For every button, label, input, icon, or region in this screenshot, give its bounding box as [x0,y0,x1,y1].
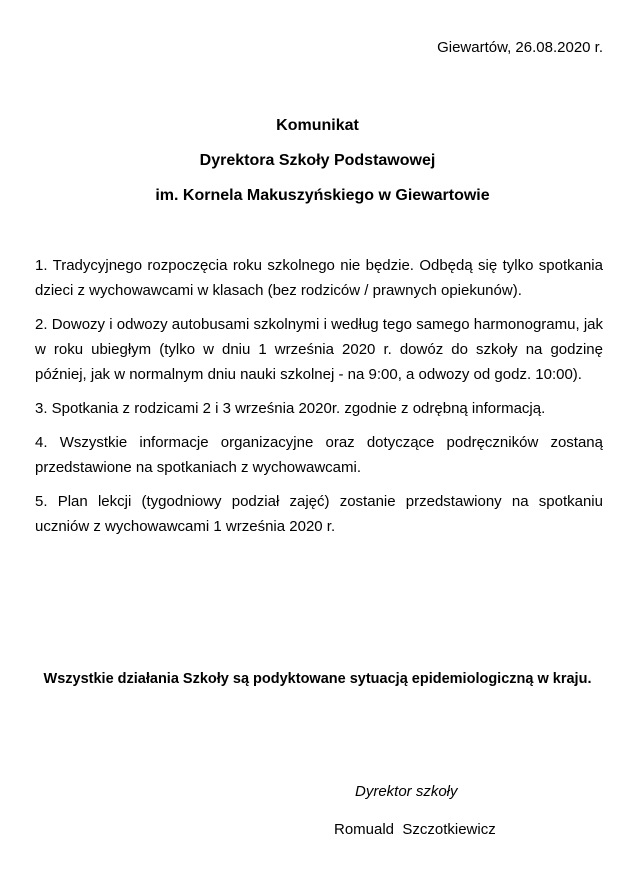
title-komunikat: Komunikat [276,117,359,134]
title-school-name: im. Kornela Makuszyńskiego w Giewartowie [155,187,490,204]
paragraph-2: 2. Dowozy i odwozy autobusami szkolnymi i według tego samego harmonogramu, jak w roku ubiegłym (tylko w dniu 1 września 2020 r. dowóz do szkoły na godzinę później, jak w normalnym dniu nauki szkolnej - na 9:00, a odwozy od godz. 10:00). [35,316,603,383]
paragraph-1: 1. Tradycyjnego rozpoczęcia roku szkolnego nie będzie. Odbędą się tylko spotkania dzieci z wychowawcami w klasach (bez rodziców / prawnych opiekunów). [35,257,603,299]
paragraph-3: 3. Spotkania z rodzicami 2 i 3 września 2020r. zgodnie z odrębną informacją. [35,400,546,417]
closing-statement: Wszystkie działania Szkoły są podyktowane sytuacją epidemiologiczną w kraju. [43,671,592,687]
paragraph-5: 5. Plan lekcji (tygodniowy podział zajęć) zostanie przedstawiony na spotkaniu uczniów z wychowawcami 1 września 2020 r. [35,493,603,535]
title-director: Dyrektora Szkoły Podstawowej [199,152,436,169]
announcement-body [35,253,603,548]
paragraph-4: 4. Wszystkie informacje organizacyjne oraz dotyczące podręczników zostaną przedstawione na spotkaniach z wychowawcami. [35,434,603,476]
signature-name: Romuald Szczotkiewicz [334,821,496,838]
signature-title: Dyrektor szkoły [355,783,458,800]
place-date: Giewartów, 26.08.2020 r. [437,39,603,56]
document-title [0,108,635,213]
